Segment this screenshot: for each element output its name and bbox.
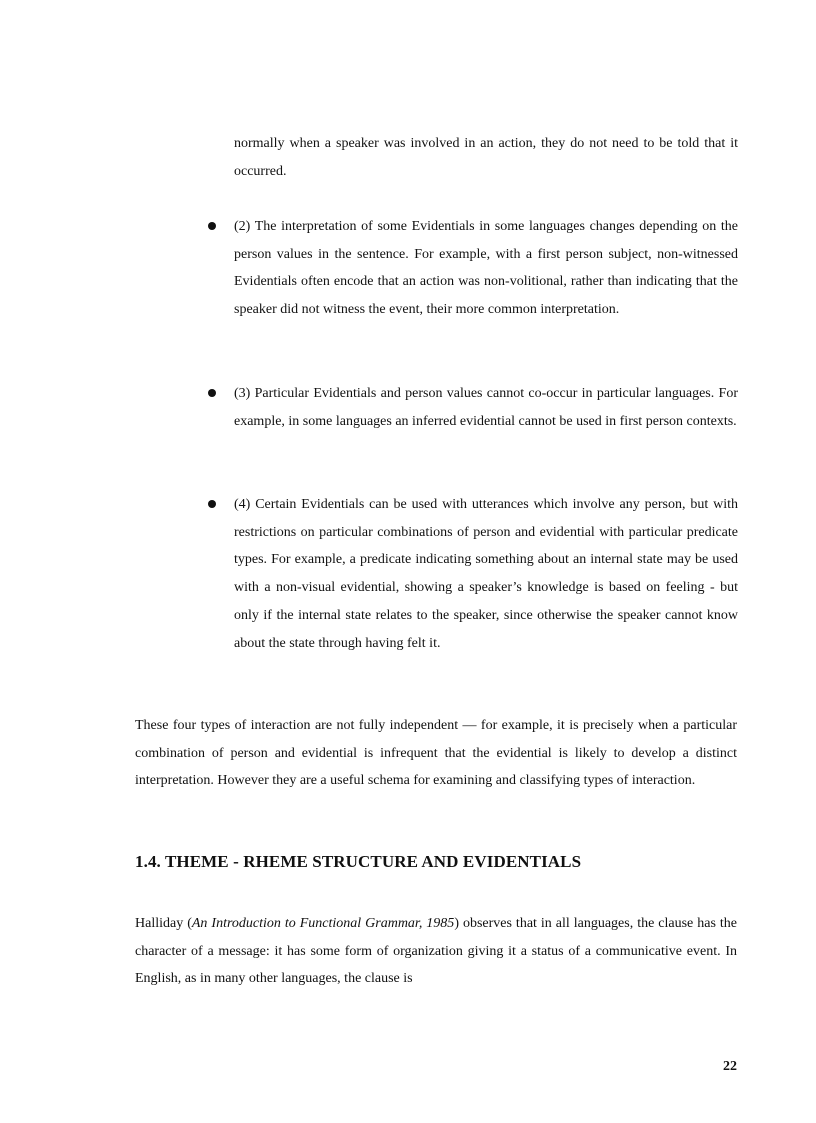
page-number: 22 <box>723 1059 737 1074</box>
bullet-text: (3) Particular Evidentials and person values cannot co-occur in particular languages. For example, in some languages an inferred evidential cannot be used in first person contexts. <box>234 386 738 429</box>
paragraph-rest: ) observes that in all languages, the clause has the character of a message: it has some form of organization giving it a status of a communicative event. In English, as in many other languages, the clause is <box>135 916 737 987</box>
bullet-icon <box>208 500 216 508</box>
continuation-paragraph: normally when a speaker was involved in an action, they do not need to be told that it occurred. <box>234 136 738 179</box>
bullet-icon <box>208 389 216 397</box>
bullet-item-4 <box>234 491 738 657</box>
section-heading: 1.4. THEME - RHEME STRUCTURE AND EVIDENTIALS <box>135 852 582 871</box>
bullet-icon <box>208 222 216 230</box>
bullet-text: (4) Certain Evidentials can be used with utterances which involve any person, but with restrictions on particular combinations of person and evidential with particular predicate types. For example, a predicate indicating something about an internal state may be used with a non-visual evidential, showing a speaker’s knowledge is based on feeling - but only if the internal state relates to the speaker, since otherwise the speaker cannot know about the state through having felt it. <box>234 497 738 651</box>
author-name: Halliday <box>135 916 184 931</box>
bullet-text: (2) The interpretation of some Evidentials in some languages changes depending on the person values in the sentence. For example, with a first person subject, non-witnessed Evidentials often encode that an action was non-volitional, rather than indicating that the speaker did not witness the event, their more common interpretation. <box>234 219 738 318</box>
open-paren: ( <box>187 916 192 931</box>
summary-paragraph: These four types of interaction are not fully independent — for example, it is precisely when a particular combination of person and evidential is infrequent that the evidential is likely to develop a distinct interpretation. However they are a useful schema for examining and classifying types of interaction. <box>135 718 737 789</box>
bullet-item-3 <box>234 380 738 435</box>
final-paragraph <box>135 910 737 993</box>
cited-title: An Introduction to Functional Grammar, 1985 <box>191 916 455 931</box>
bullet-item-2 <box>234 213 738 324</box>
